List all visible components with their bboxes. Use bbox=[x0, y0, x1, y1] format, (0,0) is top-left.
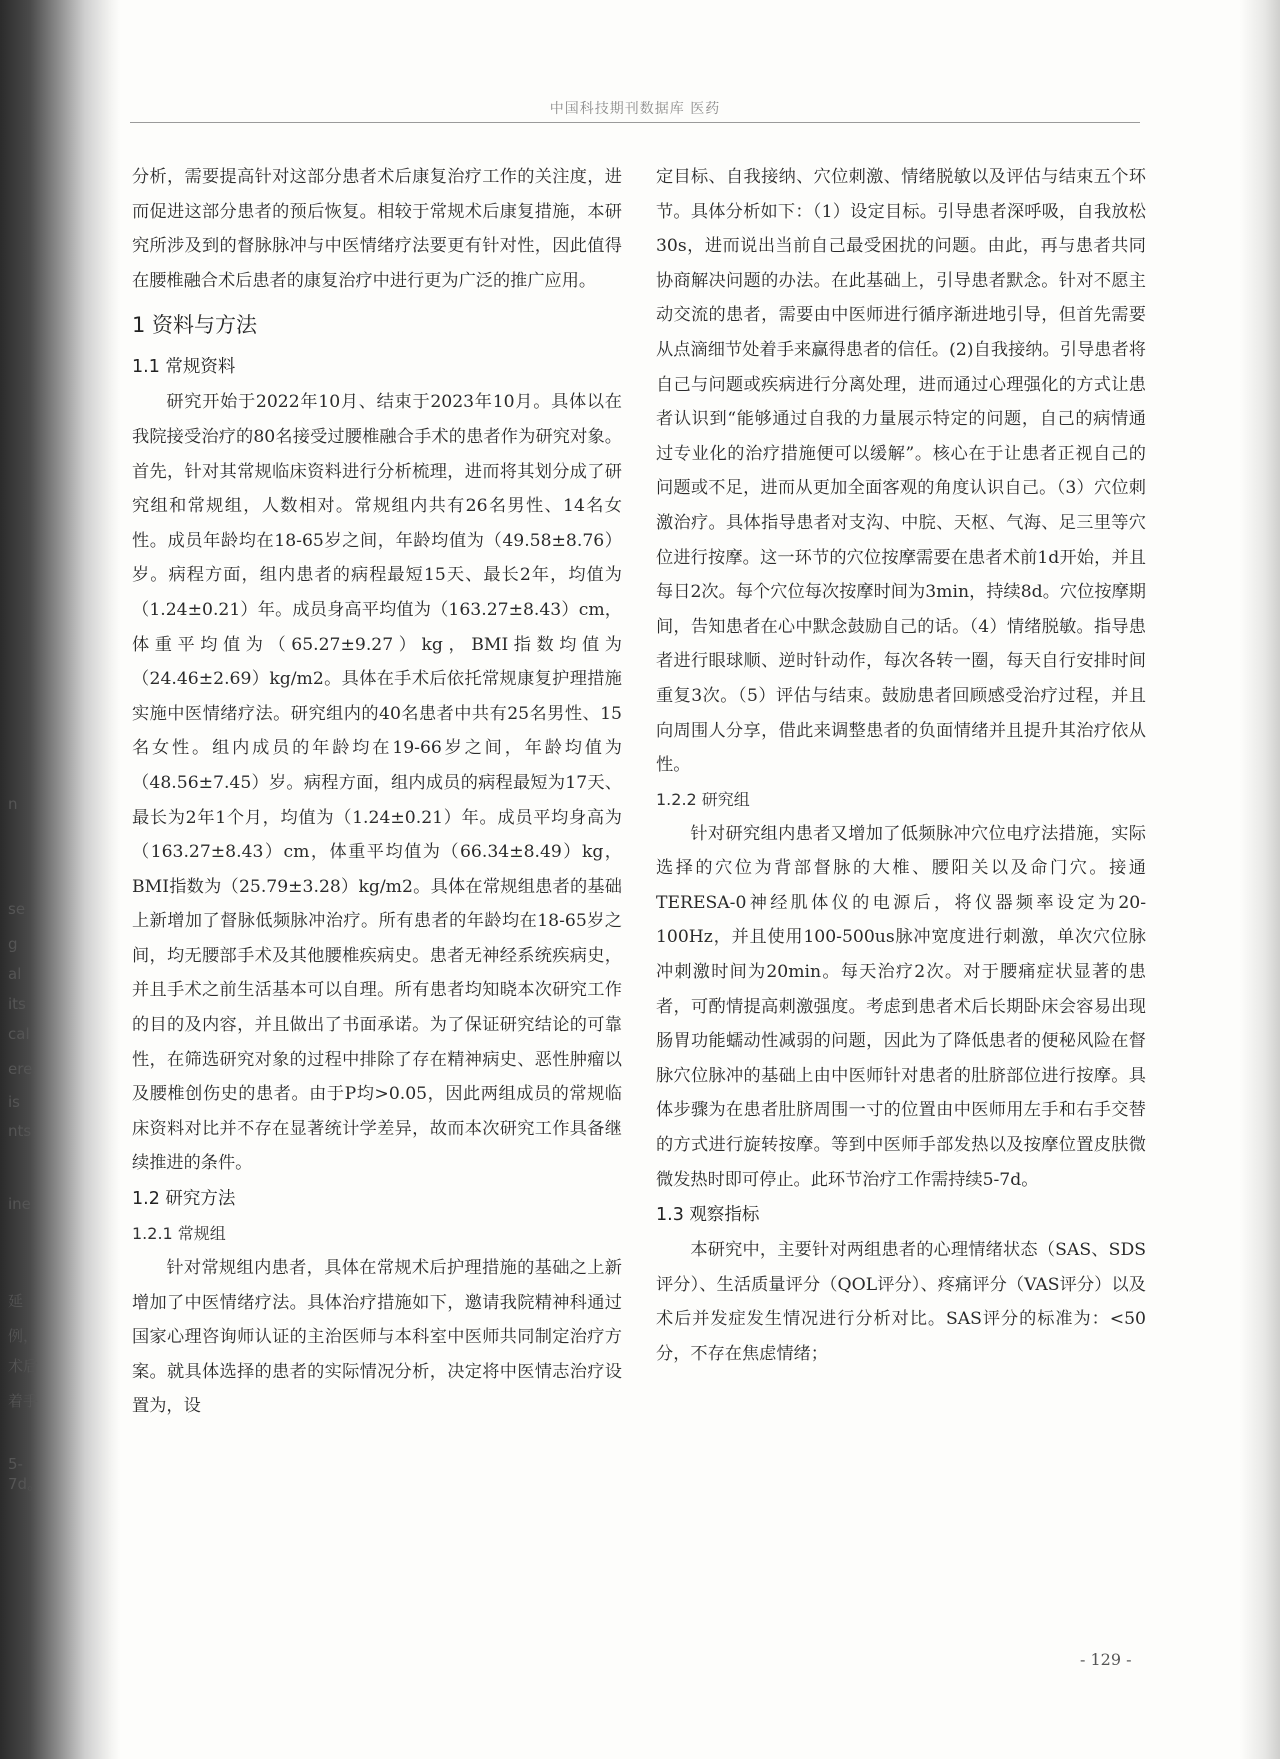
bleed-text: 术后 bbox=[8, 1357, 39, 1375]
bleed-text: al bbox=[8, 965, 22, 983]
page-edge-shadow bbox=[1240, 0, 1280, 1759]
header-rule bbox=[130, 122, 1140, 123]
page-number: - 129 - bbox=[1080, 1650, 1132, 1669]
journal-header: 中国科技期刊数据库 医药 bbox=[549, 101, 721, 117]
right-column bbox=[656, 160, 1146, 1372]
paragraph-study-group: 针对研究组内患者又增加了低频脉冲穴位电疗法措施，实际选择的穴位为背部督脉的大椎、腰阳关以及命门穴。接通TERESA-0神经肌体仪的电源后，将仪器频率设定为20-100Hz，并且使用100-500us脉冲宽度进行刺激，单次穴位脉冲刺激时间为20min。每天治疗2次。对于腰痛症状显著的患者，可酌情提高刺激强度。考虑到患者术后长期卧床会容易出现肠胃功能蠕动性减弱的问题，因此为了降低患者的便秘风险在督脉穴位脉冲的基础上由中医师针对患者的肚脐部位进行按摩。具体步骤为在患者肚脐周围一寸的位置由中医师用左手和右手交替的方式进行旋转按摩。等到中医师手部发热以及按摩位置皮肤微微发热时即可停止。此环节治疗工作需持续5-7d。 bbox=[656, 823, 1146, 1190]
section-heading-1-2: 1.2 研究方法 bbox=[132, 1189, 236, 1210]
section-heading-1-1: 1.1 常规资料 bbox=[132, 357, 236, 378]
section-heading-1-2-2: 1.2.2 研究组 bbox=[656, 789, 750, 809]
bleed-text: ere bbox=[8, 1060, 33, 1078]
section-heading-1-3: 1.3 观察指标 bbox=[656, 1205, 760, 1226]
section-heading-1-2-1: 1.2.1 常规组 bbox=[132, 1224, 226, 1244]
bleed-text: nts bbox=[8, 1122, 32, 1140]
paragraph-observation: 本研究中，主要针对两组患者的心理情绪状态（SAS、SDS评分）、生活质量评分（QOL评分）、疼痛评分（VAS评分）以及术后并发症发生情况进行分析对比。SAS评分的标准为：<50分，不存在焦虑情绪； bbox=[656, 1240, 1146, 1364]
bleed-text: 5-7d。 bbox=[8, 1455, 43, 1493]
bleed-text: 例， bbox=[8, 1327, 39, 1345]
binding-shadow bbox=[0, 0, 120, 1759]
paragraph-general-data: 研究开始于2022年10月、结束于2023年10月。具体以在我院接受治疗的80名接受过腰椎融合手术的患者作为研究对象。首先，针对其常规临床资料进行分析梳理，进而将其划分成了研究组和常规组，人数相对。常规组内共有26名男性、14名女性。成员年龄均在18-65岁之间，年龄均值为（49.58±8.76）岁。病程方面，组内患者的病程最短15天、最长2年，均值为（1.24±0.21）年。成员身高平均值为（163.27±8.43）cm，体重平均值为（65.27±9.27）kg，BMI指数均值为（24.46±2.69）kg/m2。具体在手术后依托常规康复护理措施实施中医情绪疗法。研究组内的40名患者中共有25名男性、15名女性。组内成员的年龄均在19-66岁之间，年龄均值为（48.56±7.45）岁。病程方面，组内成员的病程最短为17天、最长为2年1个月，均值为（1.24±0.21）年。成员平均身高为（163.27±8.43）cm，体重平均值为（66.34±8.49）kg，BMI指数为（25.79±3.28）kg/m2。具体在常规组患者的基础上新增加了督脉低频脉冲治疗。所有患者的年龄均在18-65岁之间，均无腰部手术及其他腰椎疾病史。患者无神经系统疾病史，并且手术之前生活基本可以自理。所有患者均知晓本次研究工作的目的及内容，并且做出了书面承诺。为了保证研究结论的可靠性，在筛选研究对象的过程中排除了存在精神病史、恶性肿瘤以及腰椎创伤史的患者。由于P均>0.05，因此两组成员的常规临床资料对比并不存在显著统计学差异，故而本次研究工作具备继续推进的条件。 bbox=[132, 392, 622, 1174]
bleed-text: g bbox=[8, 935, 18, 953]
bleed-text: ine bbox=[8, 1195, 31, 1213]
bleed-text: se bbox=[8, 900, 26, 918]
paragraph-routine-group: 针对常规组内患者，具体在常规术后护理措施的基础之上新增加了中医情绪疗法。具体治疗措施如下，邀请我院精神科通过国家心理咨询师认证的主治医师与本科室中医师共同制定治疗方案。就具体选择的患者的实际情况分析，决定将中医情志治疗设置为，设 bbox=[132, 1258, 622, 1417]
bleed-text: 延 bbox=[8, 1292, 24, 1310]
bleed-text: 着手 bbox=[8, 1392, 39, 1410]
paragraph-continued: 定目标、自我接纳、穴位刺激、情绪脱敏以及评估与结束五个环节。具体分析如下：（1）设定目标。引导患者深呼吸，自我放松30s，进而说出当前自己最受困扰的问题。由此，再与患者共同协商解决问题的办法。在此基础上，引导患者默念。针对不愿主动交流的患者，需要由中医师进行循序渐进地引导，但首先需要从点滴细节处着手来赢得患者的信任。(2)自我接纳。引导患者将自己与问题或疾病进行分离处理，进而通过心理强化的方式让患者认识到“能够通过自我的力量展示特定的问题，自己的病情通过专业化的治疗措施便可以缓解”。核心在于让患者正视自己的问题或不足，进而从更加全面客观的角度认识自己。（3）穴位刺激治疗。具体指导患者对支沟、中脘、天枢、气海、足三里等穴位进行按摩。这一环节的穴位按摩需要在患者术前1d开始，并且每日2次。每个穴位每次按摩时间为3min，持续8d。穴位按摩期间，告知患者在心中默念鼓励自己的话。（4）情绪脱敏。指导患者进行眼球顺、逆时针动作，每次各转一圈，每天自行安排时间重复3次。（5）评估与结束。鼓励患者回顾感受治疗过程，并且向周围人分享，借此来调整患者的负面情绪并且提升其治疗依从性。 bbox=[656, 167, 1146, 776]
left-column bbox=[132, 160, 622, 1424]
bleed-text: cal bbox=[8, 1025, 30, 1043]
bleed-text: its bbox=[8, 995, 26, 1013]
bleed-text: n bbox=[8, 795, 18, 813]
paragraph-intro: 分析，需要提高针对这部分患者术后康复治疗工作的关注度，进而促进这部分患者的预后恢复。相较于常规术后康复措施，本研究所涉及到的督脉脉冲与中医情绪疗法要更有针对性，因此值得在腰椎融合术后患者的康复治疗中进行更为广泛的推广应用。 bbox=[132, 167, 622, 291]
bleed-text: is bbox=[8, 1093, 20, 1111]
section-heading-1: 1 资料与方法 bbox=[132, 313, 258, 338]
